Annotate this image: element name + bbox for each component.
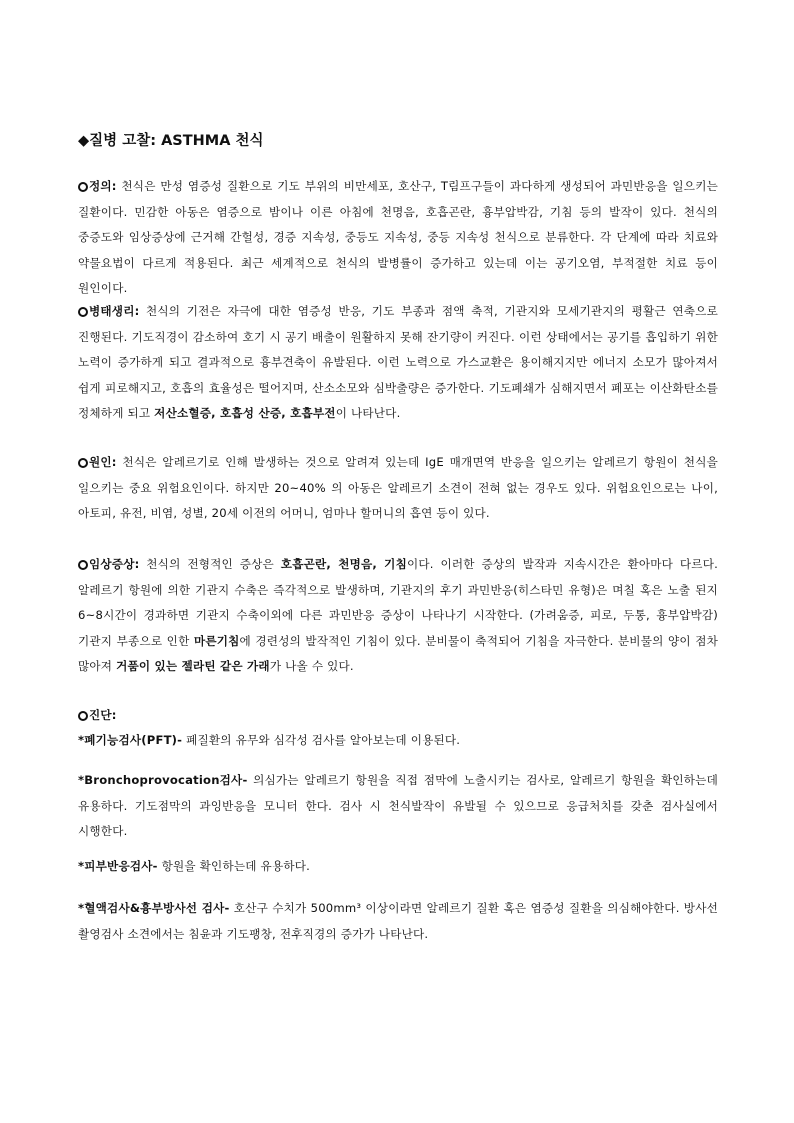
symptoms-section — [78, 552, 718, 680]
pathophysiology-section — [78, 299, 718, 427]
circle-bullet-icon — [78, 560, 88, 570]
skin-test-text: 항원을 확인하는데 유용하다. — [157, 859, 311, 873]
circle-bullet-icon — [78, 307, 88, 317]
symptoms-emphasis-main: 호흡곤란, 천명음, 기침 — [280, 557, 407, 571]
circle-bullet-icon — [78, 182, 88, 192]
symptoms-emphasis-sputum: 거품이 있는 젤라틴 같은 가래 — [116, 659, 270, 673]
cause-section — [78, 450, 718, 527]
circle-bullet-icon — [78, 711, 88, 721]
pft-heading: *폐기능검사(PFT)- — [78, 733, 183, 747]
pathophysiology-heading: 병태생리: — [89, 304, 140, 318]
skin-test-item — [78, 854, 718, 880]
diagnosis-heading: 진단: — [89, 708, 117, 722]
pft-text: 폐질환의 유무와 심각성 검사를 알아보는데 이용된다. — [182, 733, 461, 747]
definition-heading: 정의: — [89, 179, 117, 193]
blood-xray-heading: *혈액검사&흉부방사선 검사- — [78, 901, 230, 915]
symptoms-text-3: 에 경련성의 발작적인 기침이 있다. 분비물이 축적되어 기침을 자극한다. 분비물의 양이 점차 많아져 — [78, 633, 718, 673]
pathophysiology-text-end: 이 나타난다. — [335, 406, 401, 420]
symptoms-text: 천식의 전형적인 증상은 — [139, 557, 281, 571]
definition-section — [78, 174, 718, 302]
skin-test-heading: *피부반응검사- — [78, 859, 158, 873]
symptoms-emphasis-cough: 마른기침 — [193, 633, 240, 648]
cause-text: 천식은 알레르기로 인해 발생하는 것으로 알려져 있는데 IgE 매개면역 반응을 일으키는 알레르기 항원이 천식을 일으키는 중요 위험요인이다. 하지만 20~40% 의 아동은 알레르기 소견이 전혀 없는 경우도 있다. 위험요인으로는 나이, 아토피, 유전, 비염, 성별, 20세 이전의 어머니, 엄마나 할머니의 흡연 등이 있다. — [78, 455, 718, 520]
symptoms-heading: 임상증상: — [89, 557, 140, 571]
blood-xray-item — [78, 896, 718, 947]
page-title: ◆질병 고찰: ASTHMA 천식 — [78, 133, 264, 149]
definition-text: 천식은 만성 염증성 질환으로 기도 부위의 비만세포, 호산구, T림프구들이 과다하게 생성되어 과민반응을 일으키는 질환이다. 민감한 아동은 염증으로 밤이나 이른 아침에 천명음, 호흡곤란, 흉부압박감, 기침 등의 발작이 있다. 천식의 중증도와 임상증상에 근거해 간헐성, 경증 지속성, 중등도 지속성, 중등 지속성 천식으로 분류한다. 각 단계에 따라 치료와 약물요법이 다르게 적용된다. 최근 세계적으로 천식의 발병률이 증가하고 있는데 이는 공기오염, 부적절한 치료 등이 원인이다. — [78, 179, 718, 295]
symptoms-text-2: 이다. 이러한 증상의 발작과 지속시간은 환아마다 다르다. 알레르기 항원에 의한 기관지 수축은 즉각적으로 발생하며, 기관지의 후기 과민반응(히스타민 유형)은 며칠 혹은 노출 된지 6~8시간이 경과하면 기관지 수축이외에 다른 과민반응 증상이 나타나기 시작한다. (가려움증, 피로, 두통, 흉부압박감) 기관지 부종으로 인한 — [78, 557, 718, 648]
circle-bullet-icon — [78, 458, 88, 468]
bronchoprovocation-text: 의심가는 알레르기 항원을 직접 점막에 노출시키는 검사로, 알레르기 항원을 확인하는데 유용하다. 기도점막의 과잉반응을 모니터 한다. 검사 시 천식발작이 유발될 수 있으므로 응급처치를 갖춘 검사실에서 시행한다. — [78, 773, 718, 838]
symptoms-text-4: 가 나올 수 있다. — [269, 659, 354, 673]
bronchoprovocation-item — [78, 768, 718, 845]
pathophysiology-emphasis: 저산소혈증, 호흡성 산증, 호흡부전 — [154, 406, 336, 420]
blood-xray-text: 호산구 수치가 500mm³ 이상이라면 알레르기 질환 혹은 염증성 질환을 의심해야한다. 방사선 촬영검사 소견에서는 침윤과 기도팽창, 전후직경의 증가가 나타난다. — [78, 901, 719, 941]
pft-item — [78, 728, 718, 754]
pathophysiology-text: 천식의 기전은 자극에 대한 염증성 반응, 기도 부종과 점액 축적, 기관지와 모세기관지의 평활근 연축으로 진행된다. 기도직경이 감소하여 호기 시 공기 배출이 원활하지 못해 잔기량이 커진다. 이런 상태에서는 공기를 흡입하기 위한 노력이 증가하게 되고 결과적으로 흉부견축이 유발된다. 이런 노력으로 가스교환은 용이해지지만 에너지 소모가 많아져서 쉽게 피로해지고, 호흡의 효율성은 떨어지며, 산소소모와 심박출량은 증가한다. 기도폐쇄가 심해지면서 폐포는 이산화탄소를 정체하게 되고 — [78, 304, 718, 420]
diagnosis-heading-block — [78, 703, 718, 729]
bronchoprovocation-heading: *Bronchoprovocation검사- — [78, 773, 248, 787]
cause-heading: 원인: — [89, 455, 117, 469]
